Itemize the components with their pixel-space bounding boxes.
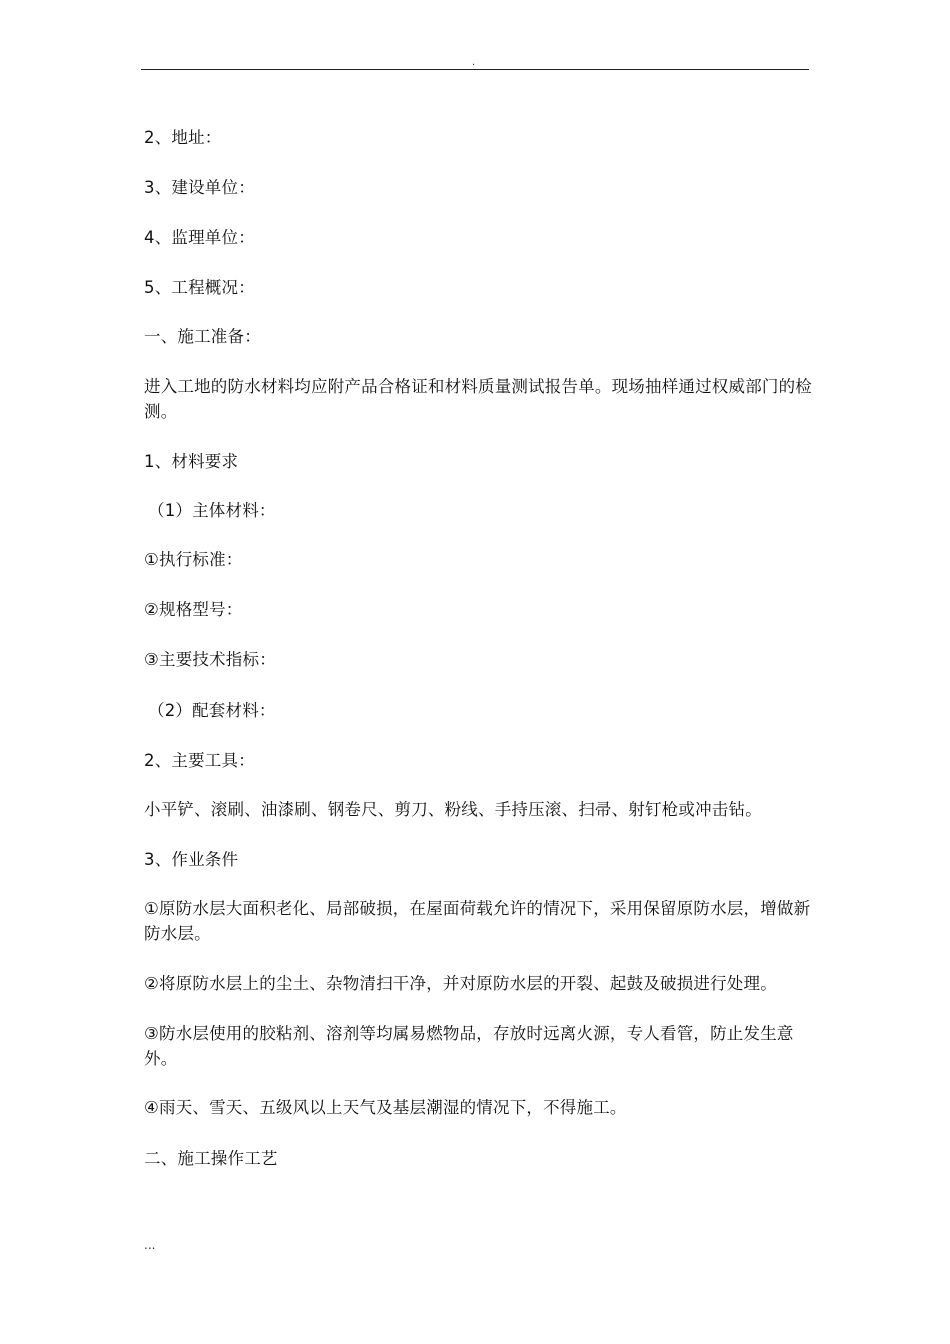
working-conditions-heading: 3、作业条件 [144,850,239,869]
auxiliary-materials-label: （2）配套材料： [148,701,276,720]
material-requirements-heading: 1、材料要求 [144,452,239,471]
section-heading-preparation: 一、施工准备： [144,327,261,346]
address-label: 2、地址： [144,128,222,147]
main-tools-heading: 2、主要工具： [144,751,255,770]
project-overview-label: 5、工程概况： [144,278,255,297]
condition-item-2: ②将原防水层上的尘土、杂物清扫干净，并对原防水层的开裂、起鼓及破损进行处理。 [144,974,777,993]
main-materials-label: （1）主体材料： [148,501,276,520]
condition-item-3: ③防水层使用的胶粘剂、溶剂等均属易燃物品，存放时远离火源，专人看管，防止发生意外。 [144,1024,794,1068]
page-header-mark: . [472,57,476,68]
header-rule [141,69,809,70]
specification-model-label: ②规格型号： [144,600,243,619]
section-heading-operation-process: 二、施工操作工艺 [144,1149,278,1168]
condition-item-1: ①原防水层大面积老化、局部破损，在屋面荷载允许的情况下，采用保留原防水层，增做新防水层。 [144,899,811,943]
supervision-unit-label: 4、监理单位： [144,228,255,247]
tools-list-paragraph: 小平铲、滚刷、油漆刷、钢卷尺、剪刀、粉线、手持压滚、扫帚、射钉枪或冲击钻。 [144,800,762,819]
material-certification-paragraph: 进入工地的防水材料均应附产品合格证和材料质量测试报告单。现场抽样通过权威部门的检测。 [144,377,812,421]
technical-indicators-label: ③主要技术指标： [144,650,276,669]
construction-unit-label: 3、建设单位： [144,178,255,197]
condition-item-4: ④雨天、雪天、五级风以上天气及基层潮湿的情况下，不得施工。 [144,1098,627,1117]
page-footer-mark: ... [144,1238,156,1252]
execution-standard-label: ①执行标准： [144,550,243,569]
